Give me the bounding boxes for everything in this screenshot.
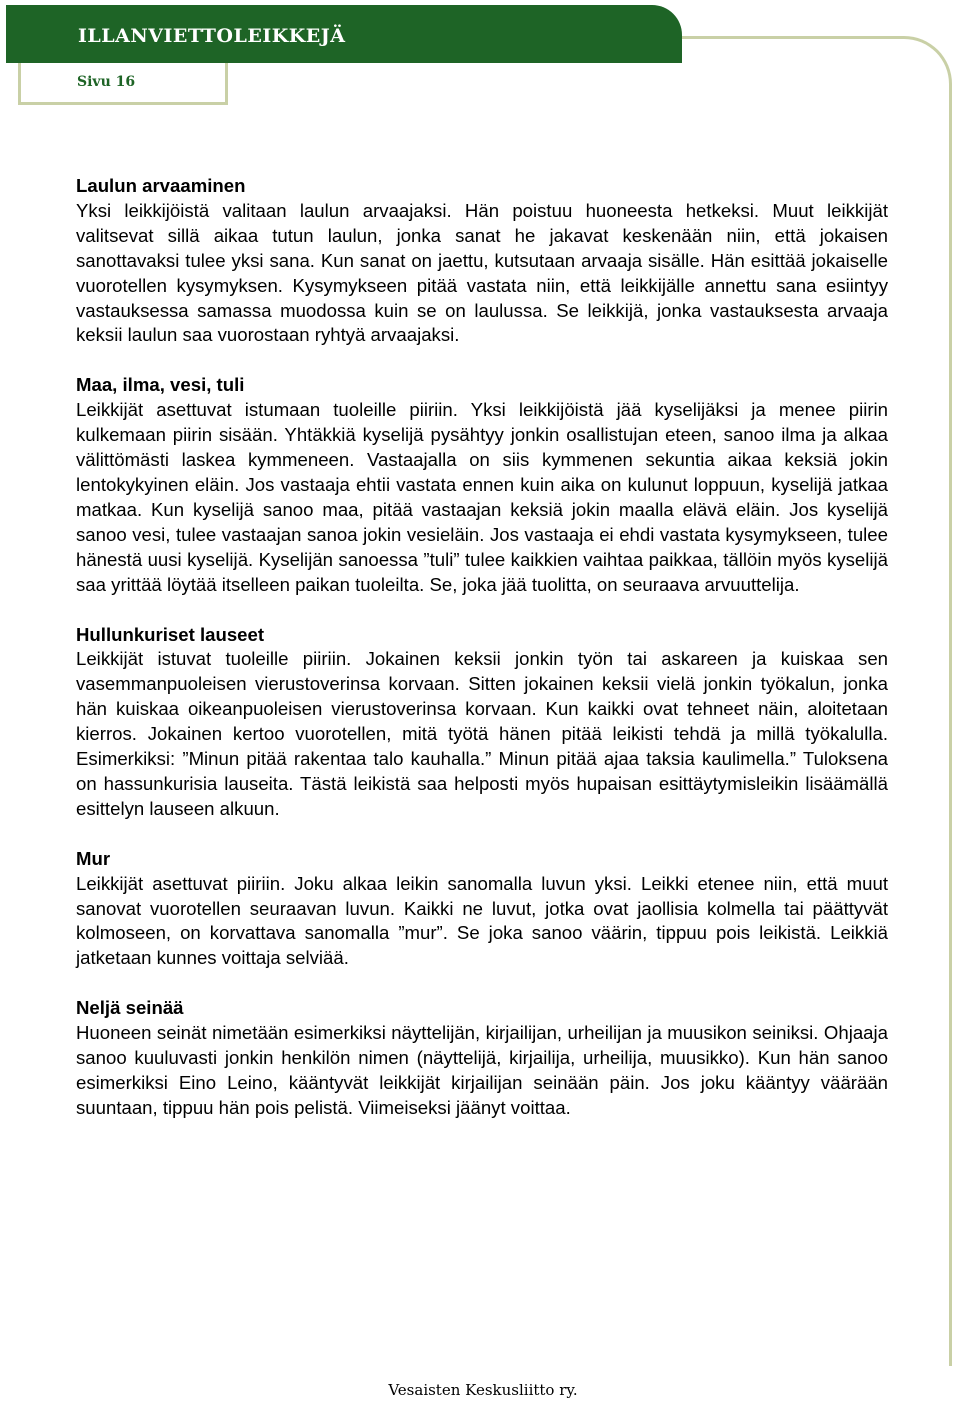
section-text: Yksi leikkijöistä valitaan laulun arvaajaksi. Hän poistuu huoneesta hetkeksi. Muut leikkijät valitsevat sillä aikaa tutun laulun, jonka sanat he jakavat keskenään niin, että jokaisen sanottavaksi tulee yksi sana. Kun sanat on jaettu, kutsutaan arvaaja sisälle. Hän esittää jokaiselle vuorotellen kysymyksen. Kysymykseen pitää vastata niin, että leikkijälle annettu sana esiintyy vastauksessa samassa muodossa kuin se on laulussa. Se leikkijä, jonka vastauksesta arvaaja keksii laulun saa vuorostaan ryhtyä arvaajaksi. — [76, 199, 888, 346]
footer-text: Vesaisten Keskusliitto ry. — [388, 1381, 578, 1399]
section-title: Laulun arvaaminen — [76, 175, 246, 196]
page-number: Sivu 16 — [77, 74, 136, 90]
section-title: Hullunkuriset lauseet — [76, 623, 265, 645]
section-text: Leikkijät istuvat tuoleille piiriin. Jokainen keksii jonkin työn tai askareen ja kuiskaa sen vasemmanpuoleisen vierustoverinsa korvaan. Sitten jokainen keksii vielä jonkin työkalun, jonka hän kuiskaa oikeanpuoleisen vierustoverinsa korvaan. Kun kaikki ovat tehneet näin, aloitetaan kierros. Jokainen kertoo vuorotellen, mitä työtä hänen pitää leikisti tehdä ja millä työkalulla. Esimerkiksi: ”Minun pitää rakentaa talo kauhalla.” Minun pitää ajaa taksia kaulimella.” Tuloksena on hassunkurisia lauseita. Tästä leikistä saa helposti myös hupaisan esittäytymisleikin lisäämällä esittelyn lauseen alkuun. — [76, 648, 888, 819]
section-maa-ilma-vesi-tuli — [76, 373, 888, 597]
section-title: Mur — [76, 847, 111, 869]
section-laulun-arvaaminen — [76, 174, 888, 348]
header-title: ILLANVIETTOLEIKKEJÄ — [78, 25, 346, 47]
page-tab — [18, 63, 228, 105]
document-body — [76, 174, 888, 1146]
section-title: Maa, ilma, vesi, tuli — [76, 374, 245, 396]
header-bar — [6, 5, 682, 63]
section-text: Leikkijät asettuvat istumaan tuoleille piiriin. Yksi leikkijöistä jää kyselijäksi ja menee piirin kulkemaan piirin sisään. Yhtäkkiä kyselijä pysähtyy jonkin osallistujan eteen, sanoo ilma ja alkaa välittömästi laskea kymmeneen. Vastaajalla on siis kymmenen sekuntia aikaa keksiä jokin lentokykyinen eläin. Jos vastaaja ehtii vastata ennen kuin aika on kulunut loppuun, kyselijä jatkaa matkaa. Kun kyselijä sanoo maa, pitää vastaajan keksiä jokin maalla elävä eläin. Jos kyselijä sanoo vesi, tulee vastaajan sanoa jokin vesieläin. Jos vastaaja ei ehdi vastata kysymykseen, tulee hänestä uusi kyselijä. Kyselijän sanoessa ”tuli” tulee kaikkien vaihtaa paikkaa, tällöin myös kyselijä saa yrittää löytää itselleen paikan tuoleilta. Se, joka jää tuolitta, on seuraava arvuuttelija. — [76, 399, 888, 595]
footer — [0, 1381, 960, 1399]
section-mur — [76, 847, 888, 972]
section-title: Neljä seinää — [76, 997, 184, 1019]
section-text: Huoneen seinät nimetään esimerkiksi näyttelijän, kirjailijan, urheilijan ja muusikon seiniksi. Ohjaaja sanoo kuuluvasti jonkin henkilön nimen (näyttelijä, kirjailija, urheilija, muusikko). Kun hän sanoo esimerkiksi Eino Leino, kääntyvät leikkijät kirjailijan seinään päin. Jos joku kääntyy väärään suuntaan, tippuu hän pois pelistä. Viimeiseksi jäänyt voittaa. — [76, 1022, 888, 1118]
section-hullunkuriset-lauseet — [76, 623, 888, 822]
section-nelja-seinaa — [76, 996, 888, 1121]
section-text: Leikkijät asettuvat piiriin. Joku alkaa leikin sanomalla luvun yksi. Leikki etenee niin, että muut sanovat vuorotellen seuraavan luvun. Kaikki ne luvut, jotka ovat jaollisia kolmella tai päättyvät kolmoseen, on korvattava sanomalla ”mur”. Se joka sanoo väärin, tippuu pois leikistä. Leikkiä jatketaan kunnes voittaja selviää. — [76, 872, 888, 969]
